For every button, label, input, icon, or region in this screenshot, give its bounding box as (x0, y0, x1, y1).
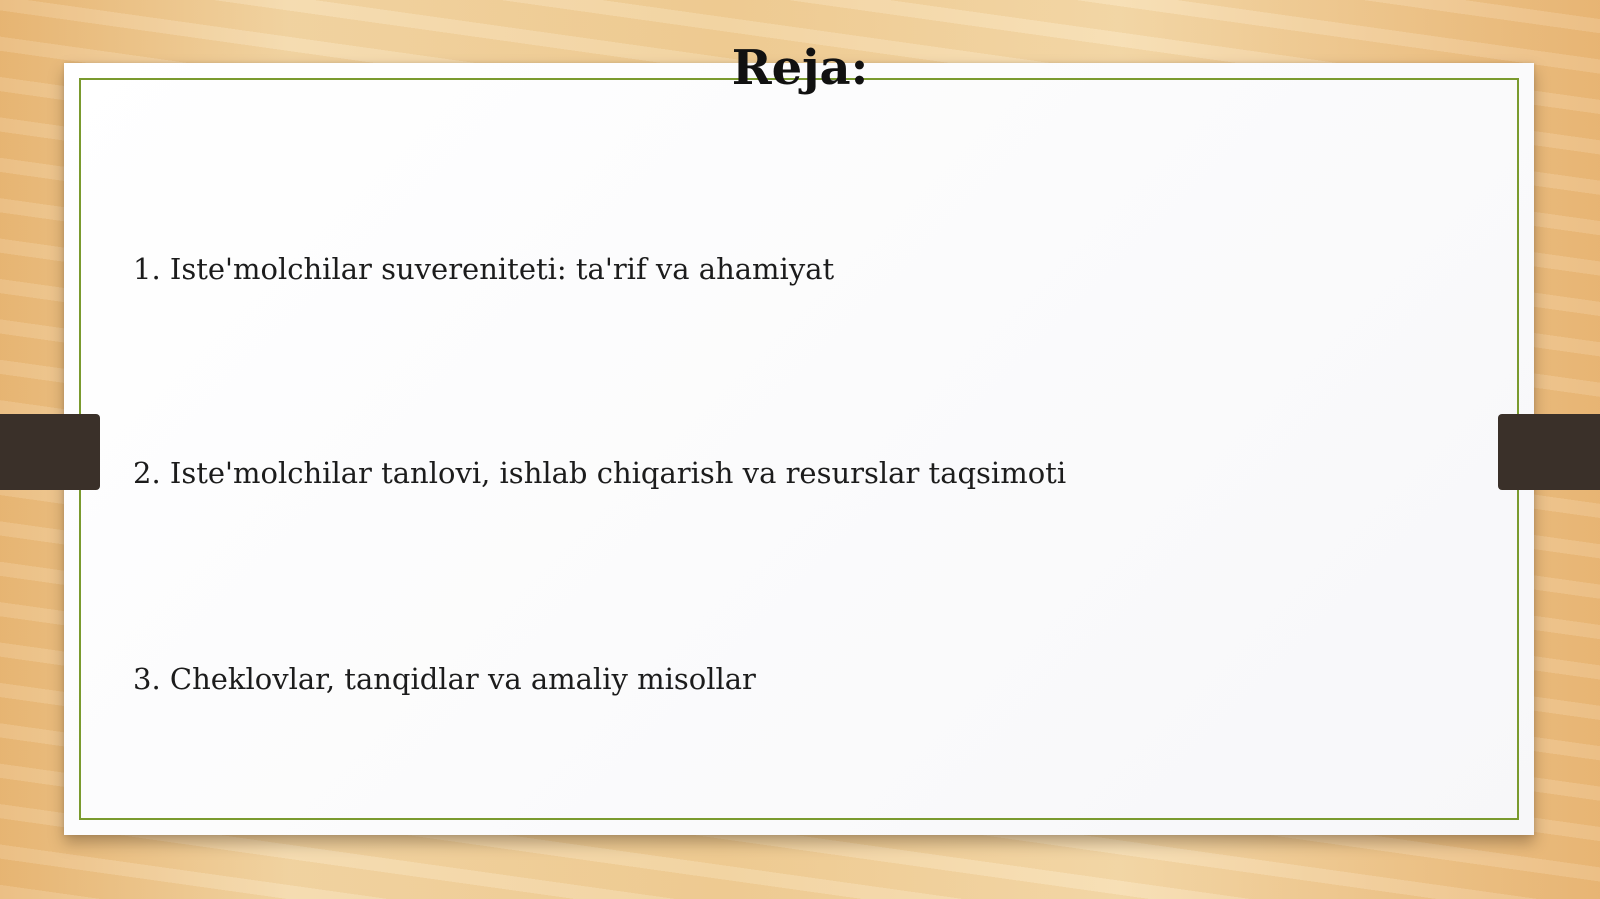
plan-item-1: 1. Iste'molchilar suvereniteti: ta'rif va ahamiyat (133, 252, 835, 286)
left-tab-decoration (0, 414, 100, 490)
right-tab-decoration (1498, 414, 1600, 490)
slide-inner-border (79, 78, 1519, 820)
slide-title: Reja: (731, 40, 869, 96)
slide-card (64, 63, 1534, 835)
plan-item-2: 2. Iste'molchilar tanlovi, ishlab chiqarish va resurslar taqsimoti (133, 456, 1067, 490)
plan-item-3: 3. Cheklovlar, tanqidlar va amaliy misollar (133, 662, 756, 696)
